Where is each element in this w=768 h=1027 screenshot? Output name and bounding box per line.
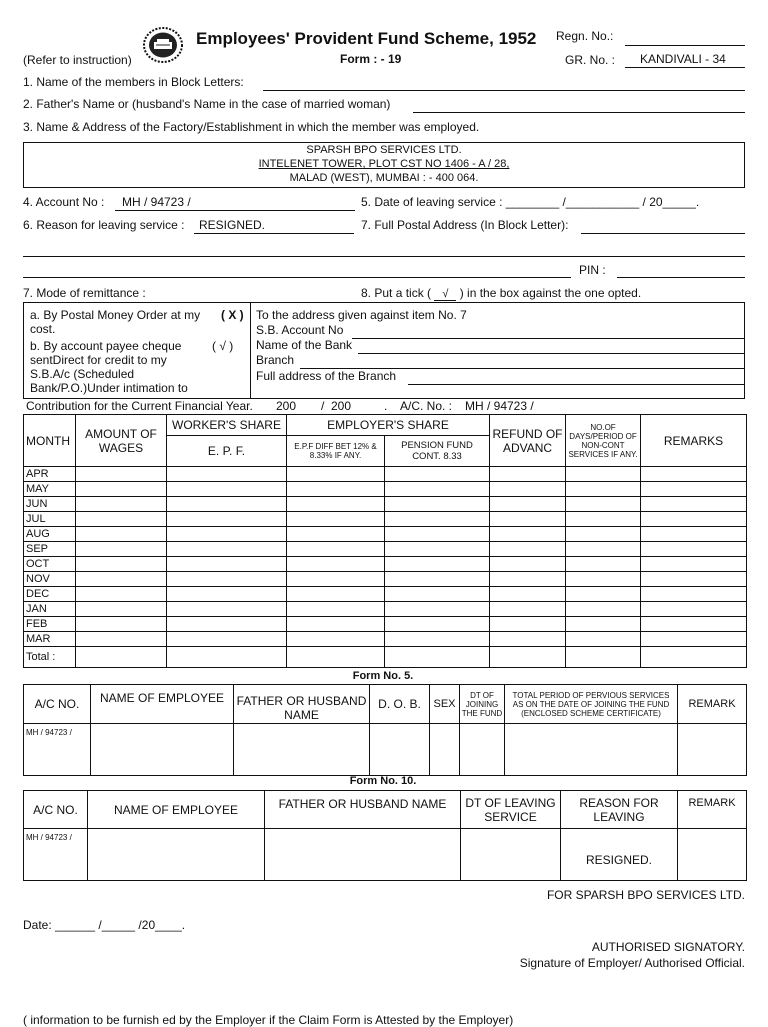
month-cell: JUN — [24, 497, 76, 512]
month-cell: FEB — [24, 617, 76, 632]
address-line-1 — [23, 256, 745, 257]
q2-label: 2. Father's Name or (husband's Name in the case of married woman) — [23, 97, 391, 111]
contribution-year-2: 200 — [331, 399, 352, 413]
form5-header-dt-joining: DT OF JOINING THE FUND — [460, 685, 505, 724]
table-row — [24, 572, 747, 587]
option-b-line-1: sentDirect for credit to my — [30, 353, 167, 367]
pin-label: PIN : — [579, 263, 606, 277]
branch-label: Branch — [256, 353, 295, 367]
remittance-box — [23, 302, 745, 399]
month-cell: MAR — [24, 632, 76, 647]
form5-header-sex: SEX — [430, 685, 460, 724]
table-row — [24, 632, 747, 647]
form-title: Employees' Provident Fund Scheme, 1952 — [196, 29, 537, 48]
authorised-signatory: AUTHORISED SIGNATORY. — [591, 940, 745, 954]
form10-table — [23, 790, 747, 881]
month-cell: JUL — [24, 512, 76, 527]
contribution-ac-label: A/C. No. : — [400, 399, 453, 413]
q6-line — [194, 233, 354, 234]
remittance-divider — [250, 303, 251, 398]
form5-header-ac: A/C NO. — [24, 685, 91, 724]
total-row — [24, 647, 747, 668]
q4-label: 4. Account No : — [23, 195, 105, 209]
table-row — [24, 482, 747, 497]
month-cell: OCT — [24, 557, 76, 572]
regn-label: Regn. No.: — [556, 29, 614, 43]
option-b-line-2: S.B.A/c (Scheduled — [30, 367, 135, 381]
table-row — [24, 829, 747, 881]
header-pension-fund: PENSION FUND CONT. 8.33 — [385, 436, 490, 467]
bank-name-label: Name of the Bank — [256, 338, 353, 352]
q3-label: 3. Name & Address of the Factory/Establishment in which the member was employed. — [23, 120, 480, 134]
contribution-text: Contribution for the Current Financial Year. — [26, 399, 253, 413]
refer-instruction: (Refer to instruction) — [23, 53, 132, 67]
employer-signature: Signature of Employer/ Authorised Official. — [519, 956, 745, 970]
establishment-line-3: MALAD (WEST), MUMBAI : - 400 064. — [289, 172, 479, 184]
q1-label: 1. Name of the members in Block Letters: — [23, 75, 244, 89]
table-row — [24, 617, 747, 632]
contribution-ac-value: MH / 94723 / — [465, 399, 534, 413]
form5-header-remark: REMARK — [678, 685, 747, 724]
header-employers-share: EMPLOYER'S SHARE — [287, 415, 490, 436]
establishment-line-1: SPARSH BPO SERVICES LTD. — [306, 144, 462, 156]
header-month: MONTH — [24, 415, 76, 467]
address-instruction: To the address given against item No. 7 — [256, 308, 467, 322]
bank-name-line — [358, 353, 744, 354]
form10-title: Form No. 10. — [349, 775, 417, 787]
form5-ac-cell: MH / 94723 / — [24, 724, 91, 776]
establishment-box — [23, 142, 745, 188]
total-label: Total : — [24, 647, 76, 668]
header-workers-share: WORKER'S SHARE — [167, 415, 287, 436]
regn-value[interactable] — [630, 31, 740, 45]
address-line-2 — [23, 277, 571, 278]
form5-header-name: NAME OF EMPLOYEE — [91, 685, 234, 724]
table-row — [24, 467, 747, 482]
header-remarks: REMARKS — [641, 415, 747, 467]
form10-header-father: FATHER OR HUSBAND NAME — [265, 791, 461, 829]
gr-label: GR. No. : — [565, 53, 616, 67]
q7-postal-line — [581, 233, 745, 234]
q7-postal-label: 7. Full Postal Address (In Block Letter): — [361, 218, 569, 232]
form5-title: Form No. 5. — [352, 670, 414, 682]
option-b-line-3: Bank/P.O.)Under intimation to — [30, 381, 188, 395]
attestation-note: ( information to be furnish ed by the Employer if the Claim Form is Attested by the Employer) — [23, 1013, 514, 1027]
tick-icon: √ — [434, 288, 456, 301]
contribution-dot: . — [384, 399, 388, 413]
contribution-sep: / — [321, 399, 325, 413]
pin-line — [617, 277, 745, 278]
table-row — [24, 527, 747, 542]
header-epf: E. P. F. — [167, 436, 287, 467]
form5-table — [23, 684, 747, 776]
month-cell: DEC — [24, 587, 76, 602]
option-a-mark[interactable]: ( X ) — [221, 308, 244, 322]
form10-header-name: NAME OF EMPLOYEE — [88, 791, 265, 829]
form5-header-dob: D. O. B. — [370, 685, 430, 724]
q6-label: 6. Reason for leaving service : — [23, 218, 185, 232]
option-b-mark[interactable]: ( √ ) — [212, 339, 234, 353]
branch-address-label: Full address of the Branch — [256, 369, 397, 383]
q4-line — [115, 210, 355, 211]
header-non-cont-days: NO.OF DAYS/PERIOD OF NON-CONT SERVICES IF ANY. — [566, 415, 641, 467]
q8-post: ) in the box against the one opted. — [459, 286, 642, 300]
branch-address-line — [408, 384, 744, 385]
form10-header-dt-leaving: DT OF LEAVING SERVICE — [461, 791, 561, 829]
option-a-text: a. By Postal Money Order at my — [30, 308, 201, 322]
form-number: Form : - 19 — [340, 52, 402, 66]
establishment-line-2: INTELENET TOWER, PLOT CST NO 1406 - A / 28, — [258, 158, 510, 170]
table-row — [24, 724, 747, 776]
q2-line — [413, 112, 745, 113]
sb-account-label: S.B. Account No — [256, 323, 344, 337]
q8-label — [361, 286, 641, 301]
q8-pre: 8. Put a tick ( — [361, 286, 432, 300]
table-row — [24, 512, 747, 527]
gr-value: KANDIVALI - 34 — [640, 52, 726, 66]
table-row — [24, 557, 747, 572]
monthly-contribution-table — [23, 414, 747, 668]
month-cell: APR — [24, 467, 76, 482]
form10-reason-cell: RESIGNED. — [561, 829, 678, 881]
header-amount-of-wages: AMOUNT OF WAGES — [76, 415, 167, 467]
gr-line — [625, 67, 745, 68]
contribution-year-1: 200 — [276, 399, 297, 413]
month-cell: AUG — [24, 527, 76, 542]
table-row — [24, 587, 747, 602]
for-company: FOR SPARSH BPO SERVICES LTD. — [546, 888, 745, 902]
option-a-text2: cost. — [30, 322, 56, 336]
q1-line — [263, 90, 745, 91]
q5-label: 5. Date of leaving service : ________ /___________ / 20_____. — [361, 195, 700, 209]
form10-header-remark: REMARK — [678, 791, 747, 829]
table-row — [24, 602, 747, 617]
q7-remittance-label: 7. Mode of remittance : — [23, 286, 146, 300]
option-b-text: b. By account payee cheque — [30, 339, 182, 353]
month-cell: MAY — [24, 482, 76, 497]
form10-ac-cell: MH / 94723 / — [24, 829, 88, 881]
date-field: Date: ______ /_____ /20____. — [23, 918, 186, 932]
header-refund: REFUND OF ADVANC — [490, 415, 566, 467]
form5-header-total-period: TOTAL PERIOD OF PERVIOUS SERVICES AS ON THE DATE OF JOINING THE FUND (ENCLOSED SCHEME CERTIFICATE) — [505, 685, 678, 724]
account-number: MH / 94723 / — [122, 195, 191, 209]
leaving-reason: RESIGNED. — [199, 218, 266, 232]
form5-header-father: FATHER OR HUSBAND NAME — [234, 685, 370, 724]
form10-header-reason: REASON FOR LEAVING — [561, 791, 678, 829]
month-cell: SEP — [24, 542, 76, 557]
table-row — [24, 542, 747, 557]
month-cell: JAN — [24, 602, 76, 617]
form10-header-ac: A/C NO. — [24, 791, 88, 829]
month-cell: NOV — [24, 572, 76, 587]
table-row — [24, 497, 747, 512]
regn-line — [625, 45, 745, 46]
epfo-emblem-icon — [142, 26, 184, 64]
sb-account-line — [352, 338, 744, 339]
header-epf-diff: E.P.F DIFF BET 12% & 8.33% IF ANY. — [287, 436, 385, 467]
